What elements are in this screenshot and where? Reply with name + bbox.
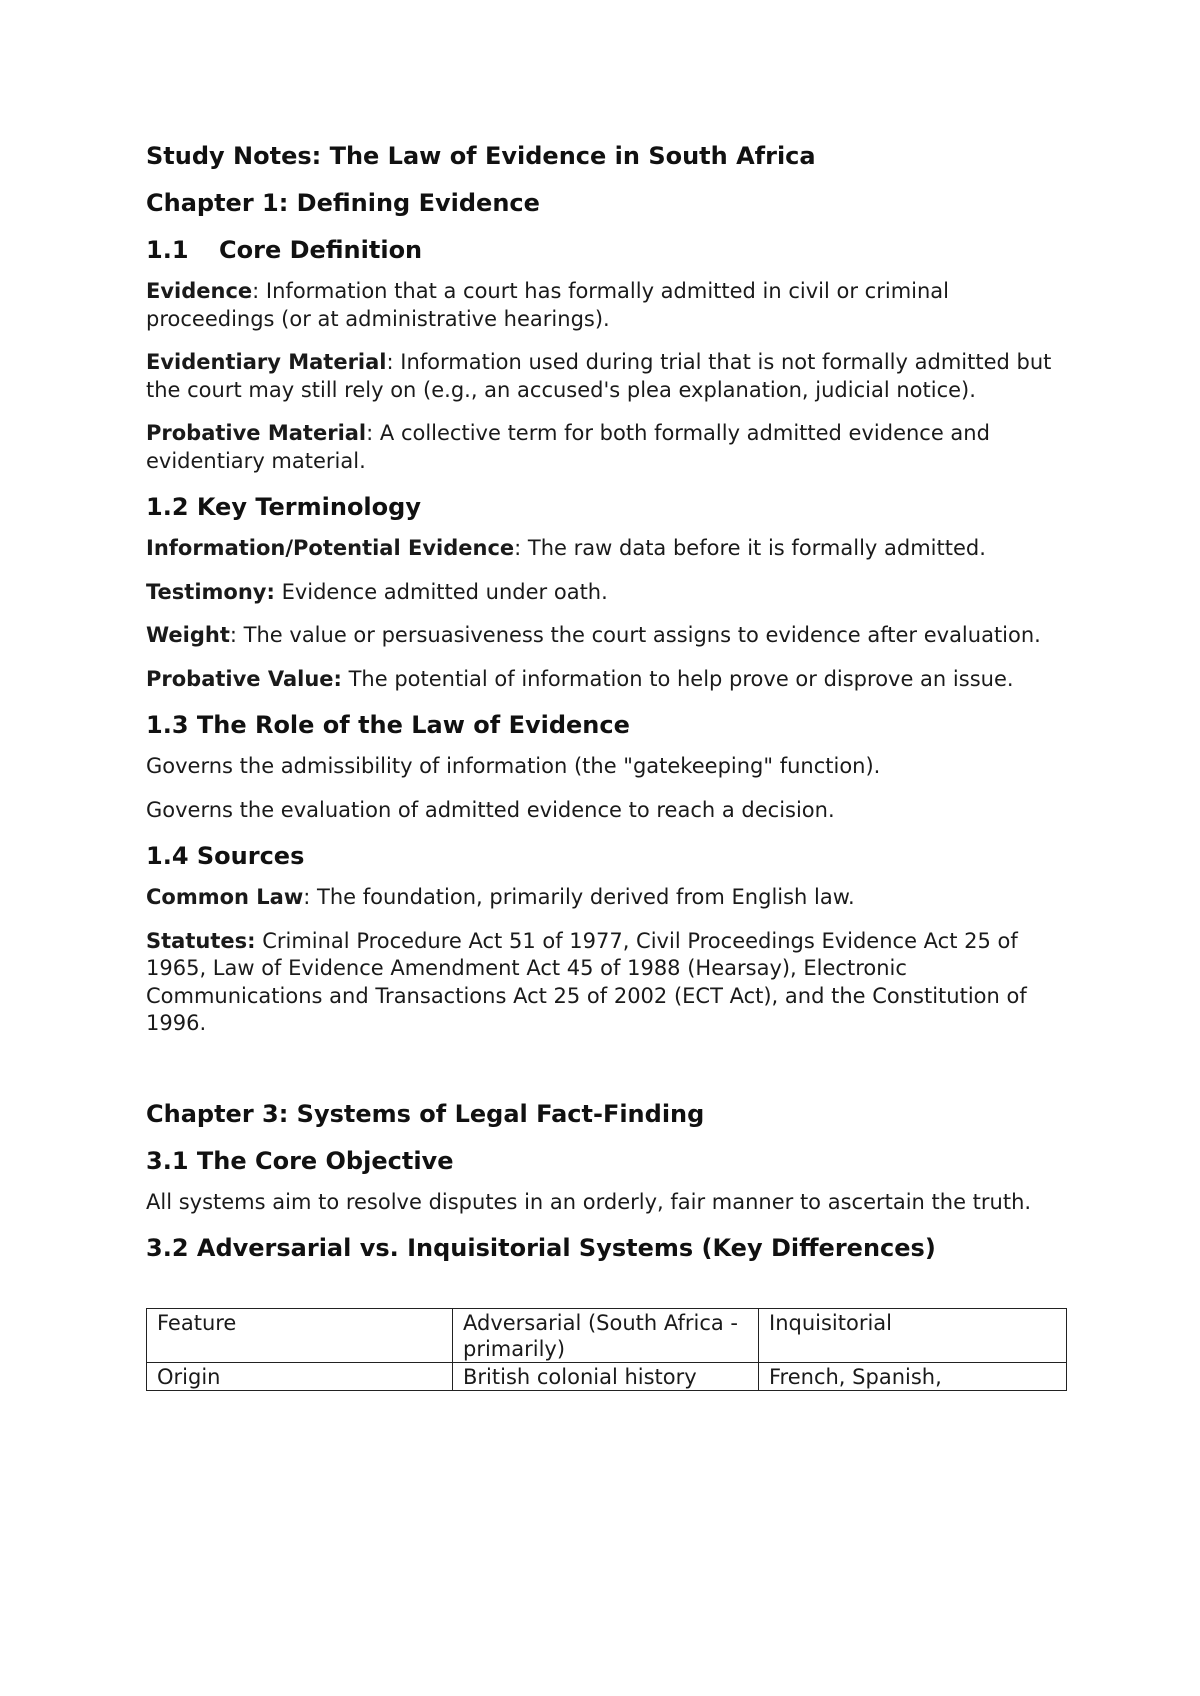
definition-term: Evidentiary Material (146, 350, 387, 374)
chapter-1-heading: Chapter 1: Defining Evidence (146, 189, 540, 217)
body-paragraph: Governs the evaluation of admitted evidence to reach a decision. (146, 797, 835, 822)
definition-term: Common Law (146, 885, 304, 909)
document-title: Study Notes: The Law of Evidence in South Africa (146, 142, 816, 170)
definition-text: Information used during trial that is not formally admitted but the court may still rely on (e.g., an accused's plea explanation, judicial notice). (146, 350, 1052, 402)
definition-text: The potential of information to help prove or disprove an issue. (348, 666, 1014, 691)
definition-paragraph (146, 579, 1066, 607)
table-cell: French, Spanish, (759, 1363, 1067, 1391)
definition-paragraph (146, 884, 1066, 912)
definition-text: The value or persuasiveness the court assigns to evidence after evaluation. (243, 623, 1041, 647)
definition-text: Information that a court has formally admitted in civil or criminal proceedings (or at administrative hearings). (146, 279, 949, 331)
chapter-3-heading: Chapter 3: Systems of Legal Fact-Finding (146, 1099, 705, 1128)
table-cell: British colonial history (453, 1363, 759, 1391)
definition-term: Weight (146, 623, 230, 647)
definition-text: A collective term for both formally admitted evidence and evidentiary material. (146, 421, 990, 473)
section-number: 1.1 (146, 236, 189, 264)
section-1-2-heading: 1.2 Key Terminology (146, 493, 421, 521)
definition-paragraph (146, 349, 1066, 404)
section-title: Core Definition (219, 236, 423, 264)
table-header-cell: Adversarial (South Africa - primarily) (453, 1309, 759, 1363)
separator: : (303, 885, 318, 909)
definition-paragraph (146, 278, 1066, 333)
table-header-cell: Feature (147, 1309, 453, 1363)
definition-term: Evidence (146, 279, 253, 303)
section-1-3-heading: 1.3 The Role of the Law of Evidence (146, 711, 630, 739)
section-1-1-heading (146, 234, 1066, 266)
table-row (147, 1363, 1067, 1391)
separator: : (366, 421, 380, 445)
definition-term: Statutes: (146, 928, 256, 953)
section-spacer (146, 1054, 1066, 1098)
definition-term: Probative Value: (146, 666, 342, 691)
separator: : (252, 279, 266, 303)
table-header-cell: Inquisitorial (759, 1309, 1067, 1363)
definition-paragraph (146, 928, 1066, 1038)
definition-text: Evidence admitted under oath. (281, 579, 608, 604)
document-page (146, 140, 1066, 1391)
separator: : (229, 623, 244, 647)
definition-paragraph (146, 666, 1066, 694)
definition-paragraph (146, 420, 1066, 475)
separator: : (386, 350, 401, 374)
definition-paragraph (146, 535, 1066, 563)
definition-text: The foundation, primarily derived from English law. (317, 885, 855, 909)
separator (342, 667, 349, 691)
section-3-1-heading: 3.1 The Core Objective (146, 1146, 454, 1175)
table-header-row (147, 1309, 1067, 1363)
definition-paragraph (146, 622, 1066, 650)
definition-text: Criminal Procedure Act 51 of 1977, Civil Proceedings Evidence Act 25 of 1965, Law of Evidence Amendment Act 45 of 1988 (Hearsay), Electronic Communications and Transactions Act 25 of 2002 (ECT Act), and the Constitution of 1996. (146, 928, 1027, 1035)
comparison-table (146, 1308, 1067, 1391)
body-paragraph: All systems aim to resolve disputes in an orderly, fair manner to ascertain the truth. (146, 1189, 1032, 1214)
separator (275, 580, 282, 604)
separator: : (514, 536, 528, 560)
definition-term: Testimony: (146, 579, 275, 604)
body-paragraph: Governs the admissibility of information (the "gatekeeping" function). (146, 754, 881, 778)
definition-term: Probative Material (146, 421, 367, 445)
definition-text: The raw data before it is formally admitted. (527, 536, 986, 560)
section-1-4-heading: 1.4 Sources (146, 842, 305, 870)
table-cell: Origin (147, 1363, 453, 1391)
definition-term: Information/Potential Evidence (146, 536, 515, 560)
section-3-2-heading: 3.2 Adversarial vs. Inquisitorial Systems (Key Differences) (146, 1234, 936, 1262)
